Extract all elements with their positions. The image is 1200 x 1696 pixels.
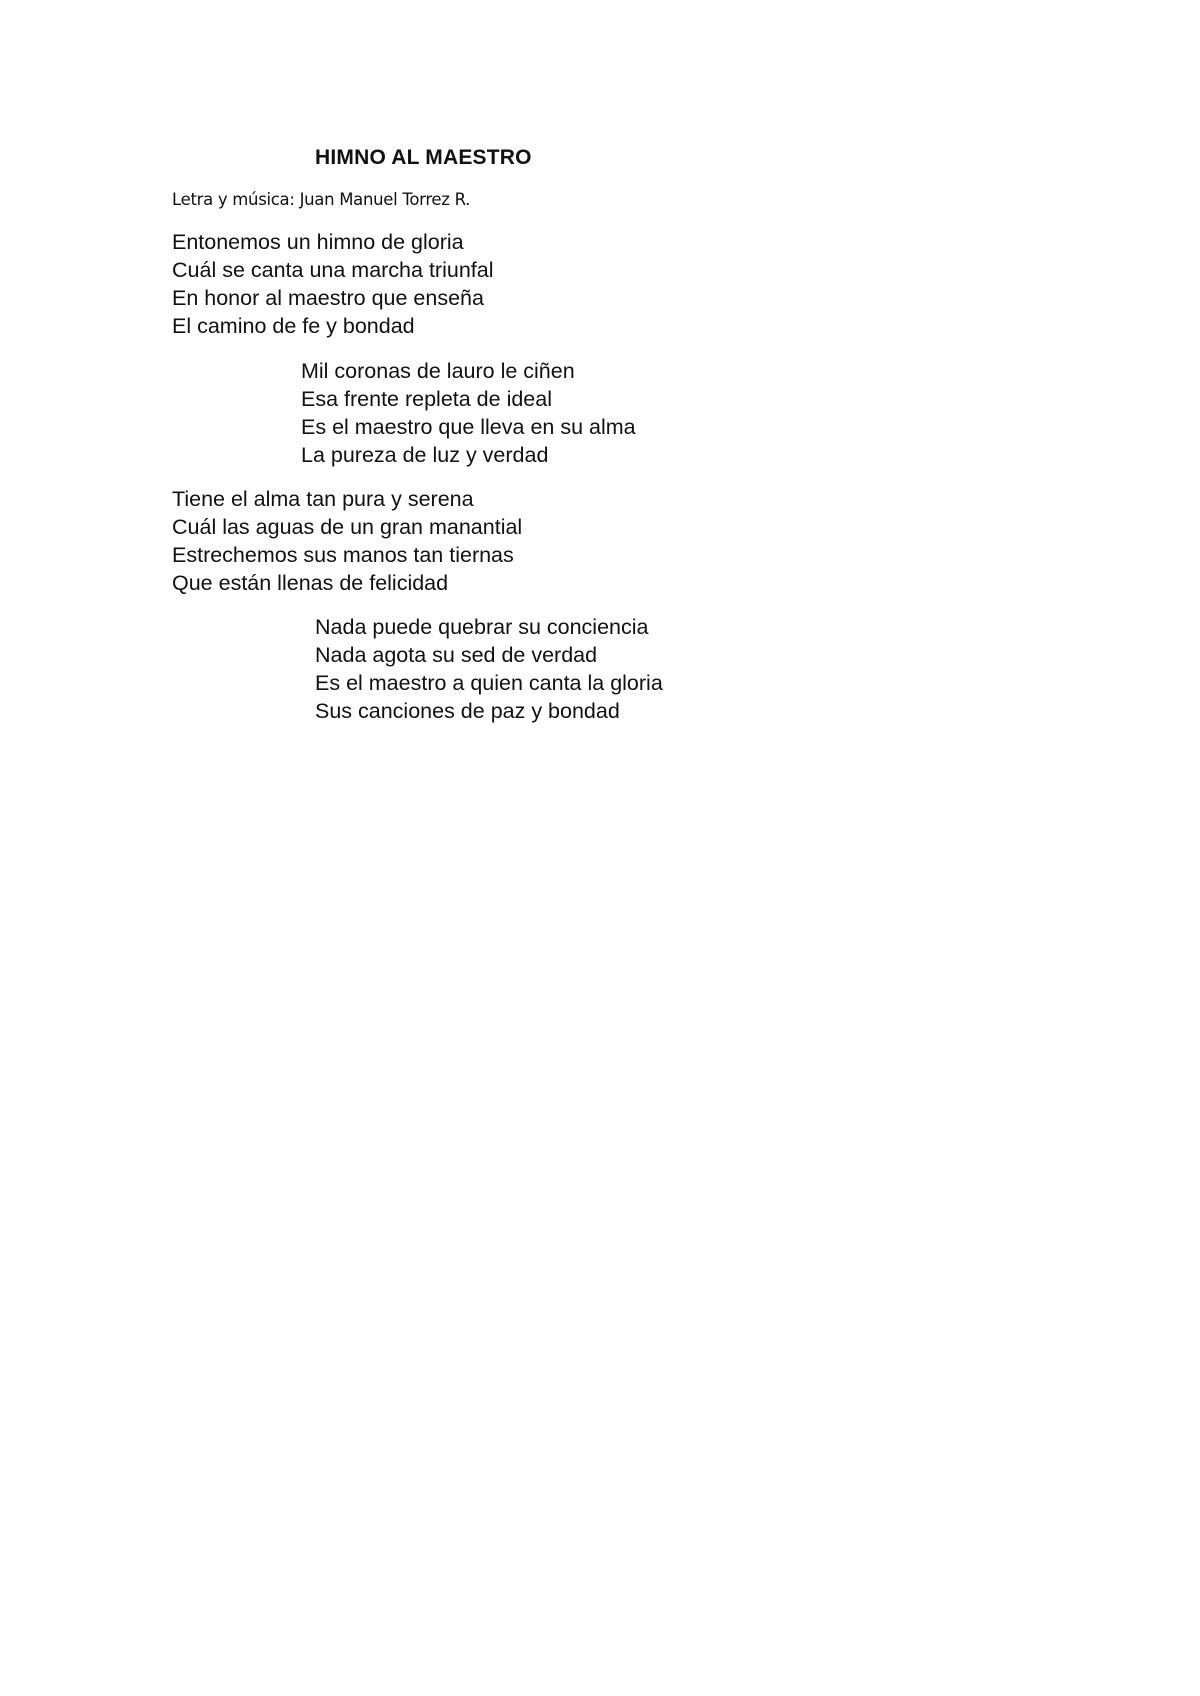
verse-line: Nada puede quebrar su conciencia: [315, 615, 649, 639]
verse-line: Esa frente repleta de ideal: [301, 387, 552, 411]
verse-line: Mil coronas de lauro le ciñen: [301, 359, 575, 383]
verse-line: En honor al maestro que enseña: [172, 286, 484, 310]
verse-line: La pureza de luz y verdad: [301, 443, 549, 467]
author-credit: Letra y música: Juan Manuel Torrez R.: [172, 190, 471, 209]
verse-line: Que están llenas de felicidad: [172, 571, 449, 595]
verse-line: Cuál se canta una marcha triunfal: [172, 258, 494, 282]
verse-line: Tiene el alma tan pura y serena: [172, 487, 474, 511]
verse-line: Es el maestro a quien canta la gloria: [315, 671, 663, 695]
verse-line: Sus canciones de paz y bondad: [315, 699, 620, 723]
verse-line: El camino de fe y bondad: [172, 314, 415, 338]
stanza-4: [315, 613, 663, 725]
document-title: HIMNO AL MAESTRO: [315, 146, 532, 169]
stanza-3: [172, 485, 522, 597]
stanza-2: [301, 357, 636, 469]
verse-line: Estrechemos sus manos tan tiernas: [172, 543, 514, 567]
stanza-1: [172, 228, 493, 340]
verse-line: Nada agota su sed de verdad: [315, 643, 598, 667]
verse-line: Es el maestro que lleva en su alma: [301, 415, 636, 439]
verse-line: Cuál las aguas de un gran manantial: [172, 515, 523, 539]
verse-line: Entonemos un himno de gloria: [172, 230, 464, 254]
